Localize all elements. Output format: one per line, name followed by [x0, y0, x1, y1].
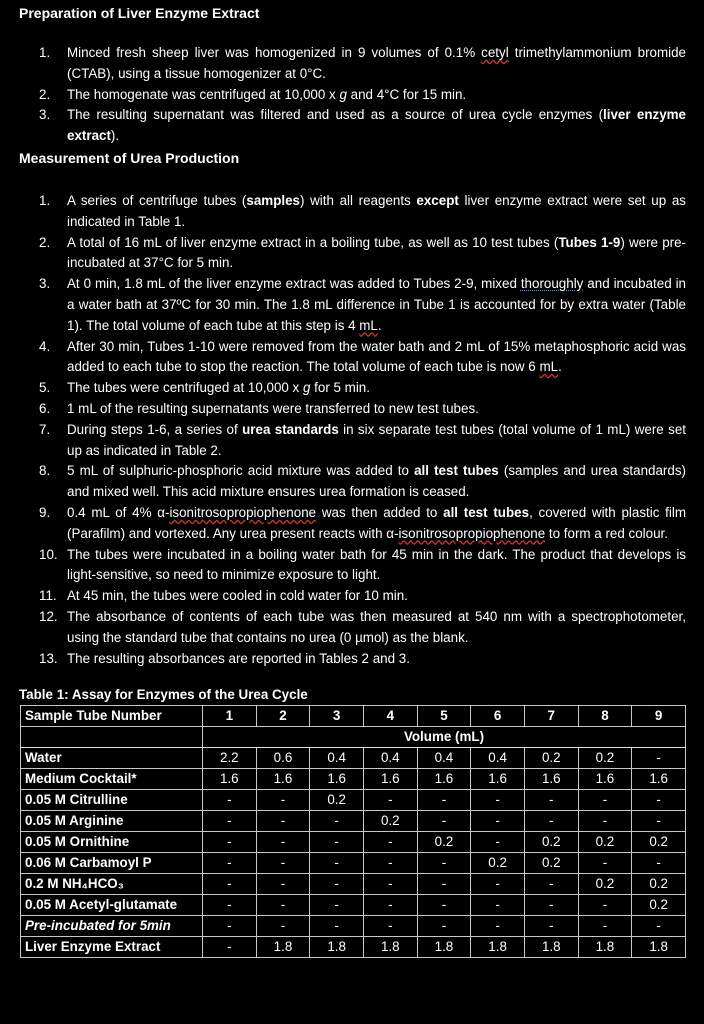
preparation-step: [19, 43, 686, 85]
volume-cell: -: [578, 811, 632, 832]
step-number: 11.: [39, 588, 57, 604]
step-text: g: [339, 86, 347, 102]
volume-cell: 1.6: [632, 769, 686, 790]
volume-cell: 1.8: [417, 937, 471, 958]
volume-cell: -: [363, 853, 417, 874]
step-text: 1 mL of the resulting supernatants were transferred to new test tubes.: [67, 400, 479, 416]
volume-cell: -: [203, 811, 257, 832]
table1-row: [21, 769, 686, 790]
volume-cell: -: [256, 916, 310, 937]
measurement-step: [19, 545, 686, 587]
step-text: g: [302, 380, 311, 396]
tube-number: 2: [256, 706, 310, 727]
step-number: 6.: [39, 400, 51, 416]
volume-cell: 1.6: [578, 769, 632, 790]
volume-cell: 0.4: [363, 748, 417, 769]
volume-cell: 1.6: [417, 769, 471, 790]
volume-cell: 1.8: [471, 937, 525, 958]
volume-cell: -: [471, 895, 525, 916]
measurement-step: [19, 378, 686, 399]
step-number: 4.: [39, 338, 51, 354]
step-text: in six separate test tubes (total volume of 1 mL) were set up as indicated in Table 2.: [67, 421, 686, 458]
step-number: 9.: [39, 504, 51, 520]
reagent-label: 0.05 M Citrulline: [21, 790, 203, 811]
volume-cell: -: [471, 874, 525, 895]
volume-cell: -: [203, 895, 257, 916]
table1-row: [21, 916, 686, 937]
volume-cell: -: [632, 790, 686, 811]
step-text: thoroughly: [520, 276, 584, 292]
table1-volume-label: Volume (mL): [203, 727, 686, 748]
step-text: The tubes were incubated in a boiling water bath for 45 min in the dark. The product that develops is light-sensitive, so need to minimize exposure to light.: [67, 546, 686, 583]
volume-cell: -: [256, 811, 310, 832]
step-text: The resulting absorbances are reported in Tables 2 and 3.: [67, 650, 410, 666]
volume-cell: -: [310, 811, 364, 832]
measurement-step: [19, 503, 686, 545]
step-text: mL: [539, 359, 559, 375]
volume-cell: -: [417, 853, 471, 874]
step-number: 7.: [39, 421, 51, 437]
step-text: (samples and urea standards) and mixed well. This acid mixture ensures urea formation is ceased.: [67, 463, 686, 500]
step-text: The resulting supernatant was filtered and used as a source of urea cycle enzymes (: [67, 107, 604, 123]
volume-cell: 0.2: [578, 874, 632, 895]
step-text: 0.4 mL of 4% α-: [67, 504, 170, 520]
volume-cell: -: [256, 874, 310, 895]
tube-number: 8: [578, 706, 632, 727]
table1-volume-blank: [21, 727, 203, 748]
volume-cell: 1.6: [203, 769, 257, 790]
volume-cell: -: [363, 916, 417, 937]
step-text: mL: [359, 317, 378, 333]
step-text: to form a red colour.: [545, 525, 668, 541]
preparation-step: [19, 105, 686, 147]
step-number: 2.: [39, 86, 51, 102]
volume-cell: 0.2: [524, 853, 578, 874]
measurement-step: [19, 337, 686, 379]
volume-cell: 0.4: [471, 748, 525, 769]
tube-number: 5: [417, 706, 471, 727]
step-text: ).: [110, 128, 120, 144]
table1-caption: Table 1: Assay for Enzymes of the Urea Cycle: [19, 687, 308, 703]
step-text: all test tubes: [414, 463, 499, 479]
measurement-step: [19, 420, 686, 462]
heading-measurement: Measurement of Urea Production: [19, 149, 240, 166]
volume-cell: 0.2: [310, 790, 364, 811]
step-text: The tubes were centrifuged at 10,000 x: [67, 380, 303, 396]
step-number: 12.: [39, 608, 58, 624]
volume-cell: 2.2: [203, 748, 257, 769]
step-number: 5.: [39, 380, 51, 396]
volume-cell: -: [310, 895, 364, 916]
volume-cell: 1.8: [310, 937, 364, 958]
volume-cell: 0.2: [632, 895, 686, 916]
reagent-label: 0.05 M Ornithine: [21, 832, 203, 853]
table1-row: [21, 874, 686, 895]
step-text: A series of centrifuge tubes (: [67, 192, 247, 208]
step-text: At 45 min, the tubes were cooled in cold water for 10 min.: [67, 588, 408, 604]
tube-number: 6: [471, 706, 525, 727]
step-text: cetyl: [481, 45, 509, 60]
volume-cell: -: [632, 811, 686, 832]
volume-cell: -: [524, 916, 578, 937]
volume-cell: 0.2: [578, 832, 632, 853]
volume-cell: 0.2: [524, 832, 578, 853]
step-text: 5 mL of sulphuric-phosphoric acid mixture was added to: [67, 463, 415, 479]
volume-cell: -: [363, 874, 417, 895]
volume-cell: -: [417, 895, 471, 916]
volume-cell: -: [203, 937, 257, 958]
volume-cell: -: [310, 832, 364, 853]
volume-cell: -: [417, 916, 471, 937]
volume-cell: -: [310, 916, 364, 937]
measurement-step: [19, 399, 686, 420]
measurement-step: [19, 461, 686, 503]
volume-cell: -: [632, 916, 686, 937]
tube-number: 3: [310, 706, 364, 727]
volume-cell: -: [256, 853, 310, 874]
volume-cell: -: [363, 790, 417, 811]
step-text: ) with all reagents: [300, 192, 417, 208]
reagent-label: 0.06 M Carbamoyl P: [21, 853, 203, 874]
volume-cell: 1.8: [632, 937, 686, 958]
reagent-label: Pre-incubated for 5min: [21, 916, 203, 937]
volume-cell: -: [471, 832, 525, 853]
reagent-label: Liver Enzyme Extract: [21, 937, 203, 958]
volume-cell: 0.2: [632, 832, 686, 853]
step-text: At 0 min, 1.8 mL of the liver enzyme extract was added to Tubes 2-9, mixed: [67, 276, 521, 292]
step-text: Minced fresh sheep liver was homogenized in 9 volumes of 0.1%: [67, 45, 482, 60]
volume-cell: 1.6: [256, 769, 310, 790]
step-text: trimethylammonium bromide (CTAB), using a tissue homogenizer at 0°C.: [67, 45, 687, 81]
table1-row: [21, 832, 686, 853]
tube-number: 9: [632, 706, 686, 727]
tube-number: 7: [524, 706, 578, 727]
volume-cell: 0.6: [256, 748, 310, 769]
volume-cell: -: [471, 916, 525, 937]
step-number: 10.: [39, 546, 58, 562]
step-text: samples: [246, 192, 300, 208]
volume-cell: 0.2: [524, 748, 578, 769]
volume-cell: -: [524, 874, 578, 895]
volume-cell: -: [417, 811, 471, 832]
volume-cell: -: [471, 811, 525, 832]
step-number: 1.: [39, 45, 51, 60]
volume-cell: -: [524, 895, 578, 916]
volume-cell: 0.2: [417, 832, 471, 853]
volume-cell: 1.8: [524, 937, 578, 958]
reagent-label: 0.2 M NH₄HCO₃: [21, 874, 203, 895]
step-text: A total of 16 mL of liver enzyme extract in a boiling tube, as well as 10 test tubes (: [67, 234, 559, 250]
volume-cell: -: [256, 895, 310, 916]
step-text: The homogenate was centrifuged at 10,000 x: [67, 86, 340, 102]
measurement-step: [19, 607, 686, 649]
step-text: .: [377, 317, 382, 333]
table1-row: [21, 811, 686, 832]
step-text: After 30 min, Tubes 1-10 were removed from the water bath and 2 mL of 15% metaphosphoric acid was added to each tube to stop the reaction. The total volume of each tube is now 6: [67, 338, 686, 375]
volume-cell: -: [203, 916, 257, 937]
volume-cell: -: [203, 832, 257, 853]
volume-cell: 1.8: [256, 937, 310, 958]
reagent-label: 0.05 M Acetyl-glutamate: [21, 895, 203, 916]
step-text: liver enzyme extract: [67, 107, 686, 144]
heading-preparation: Preparation of Liver Enzyme Extract: [19, 5, 260, 21]
step-text: Tubes 1-9: [558, 234, 621, 250]
reagent-label: 0.05 M Arginine: [21, 811, 203, 832]
volume-cell: 0.2: [363, 811, 417, 832]
step-text: urea standards: [242, 421, 339, 437]
volume-cell: -: [578, 853, 632, 874]
step-text: The absorbance of contents of each tube was then measured at 540 nm with a spectrophotometer, using the standard tube that contains no urea (0 µmol) as the blank.: [67, 608, 686, 645]
measurement-step: [19, 233, 686, 275]
table1-header-row: [21, 706, 686, 727]
measurement-step: [19, 191, 686, 233]
reagent-label: Water: [21, 748, 203, 769]
volume-cell: 0.4: [310, 748, 364, 769]
preparation-step: [19, 85, 686, 106]
tube-number: 4: [363, 706, 417, 727]
tube-number: 1: [203, 706, 257, 727]
volume-cell: -: [632, 853, 686, 874]
volume-cell: -: [417, 874, 471, 895]
volume-cell: 1.8: [578, 937, 632, 958]
reagent-label: Medium Cocktail*: [21, 769, 203, 790]
volume-cell: -: [578, 790, 632, 811]
volume-cell: 1.6: [363, 769, 417, 790]
volume-cell: -: [524, 811, 578, 832]
step-number: 13.: [39, 650, 58, 666]
volume-cell: 0.4: [417, 748, 471, 769]
measurement-step: [19, 586, 686, 607]
step-text: isonitrosopropiophenone: [398, 525, 546, 541]
volume-cell: -: [417, 790, 471, 811]
step-text: isonitrosopropiophenone: [169, 504, 317, 520]
volume-cell: -: [363, 832, 417, 853]
volume-cell: 1.6: [310, 769, 364, 790]
measurement-steps: [19, 191, 686, 669]
volume-cell: -: [203, 853, 257, 874]
volume-cell: -: [203, 874, 257, 895]
volume-cell: 1.6: [471, 769, 525, 790]
volume-cell: 0.2: [632, 874, 686, 895]
step-number: 3.: [39, 276, 51, 292]
measurement-step: [19, 649, 686, 670]
step-text: ) were pre-incubated at 37°C for 5 min.: [67, 234, 687, 271]
step-number: 2.: [39, 234, 51, 250]
step-number: 3.: [39, 107, 51, 123]
step-text: was then added to: [316, 504, 444, 520]
step-text: During steps 1-6, a series of: [67, 421, 243, 437]
step-text: .: [558, 359, 562, 375]
step-number: 8.: [39, 463, 51, 479]
table1-volume-row: [21, 727, 686, 748]
step-text: , covered with plastic film (Parafilm) and vortexed. Any urea present reacts with α-: [67, 504, 687, 541]
volume-cell: 1.6: [524, 769, 578, 790]
volume-cell: -: [524, 790, 578, 811]
step-text: for 5 min.: [310, 380, 370, 396]
table1-row: [21, 790, 686, 811]
volume-cell: -: [363, 895, 417, 916]
volume-cell: -: [310, 853, 364, 874]
table1-row: [21, 748, 686, 769]
volume-cell: -: [471, 790, 525, 811]
volume-cell: -: [310, 874, 364, 895]
step-text: and incubated in a water bath at 37ºC for 30 min. The 1.8 mL difference in Tube 1 is accounted for by extra water (Table 1). The total volume of each tube at this step is 4: [67, 276, 686, 333]
volume-cell: -: [256, 790, 310, 811]
volume-cell: -: [203, 790, 257, 811]
volume-cell: -: [632, 748, 686, 769]
measurement-step: [19, 274, 686, 336]
table1-row: [21, 895, 686, 916]
preparation-steps: [19, 43, 686, 147]
step-number: 1.: [39, 192, 51, 208]
volume-cell: -: [578, 916, 632, 937]
volume-cell: 1.8: [363, 937, 417, 958]
table1-header-label: Sample Tube Number: [21, 706, 203, 727]
table1-row: [21, 853, 686, 874]
table1: [20, 705, 686, 958]
step-text: except: [416, 192, 459, 208]
step-text: liver enzyme extract were set up as indicated in Table 1.: [67, 192, 686, 229]
volume-cell: -: [256, 832, 310, 853]
volume-cell: 0.2: [471, 853, 525, 874]
table1-row: [21, 937, 686, 958]
step-text: and 4°C for 15 min.: [346, 86, 467, 102]
volume-cell: 0.2: [578, 748, 632, 769]
volume-cell: -: [578, 895, 632, 916]
step-text: all test tubes: [443, 504, 530, 520]
